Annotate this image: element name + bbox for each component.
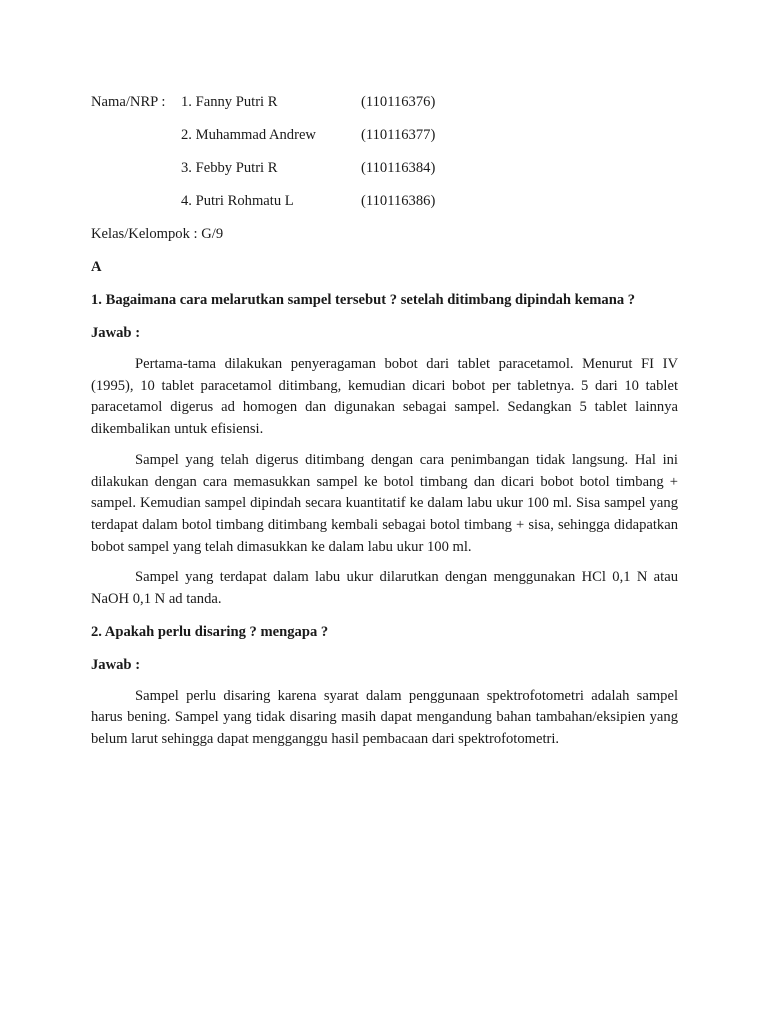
member-name: 1. Fanny Putri R bbox=[181, 94, 278, 110]
member-name: 4. Putri Rohmatu L bbox=[181, 193, 294, 209]
member-nrp: (110116386) bbox=[361, 193, 436, 209]
member-row-2 bbox=[91, 123, 678, 156]
answer-label-1: Jawab : bbox=[91, 325, 141, 341]
member-row-3 bbox=[91, 156, 678, 189]
answer-2-paragraph-1: Sampel perlu disaring karena syarat dalam penggunaan spektrofotometri adalah sampel harus bening. Sampel yang tidak disaring masih dapat mengandung bahan tambahan/eksipien yang belum larut sehingga dapat mengganggu hasil pembacaan dari spektrofotometri. bbox=[91, 687, 678, 748]
member-nrp: (110116384) bbox=[361, 160, 436, 176]
member-row-1 bbox=[91, 90, 678, 123]
member-name: 2. Muhammad Andrew bbox=[181, 127, 316, 143]
answer-1-paragraph-2: Sampel yang telah digerus ditimbang dengan cara penimbangan tidak langsung. Hal ini dilakukan dengan cara memasukkan sampel ke botol timbang dan dicari bobot botol timbang + sampel. Kemudian sampel dipindah secara kuantitatif ke dalam labu ukur 100 ml. Sisa sampel yang terdapat dalam botol timbang ditimbang kembali sebagai botol timbang + sisa, sehingga didapatkan bobot sampel yang telah dimasukkan ke dalam labu ukur 100 ml. bbox=[91, 451, 678, 555]
document-page bbox=[91, 90, 678, 760]
member-nrp: (110116377) bbox=[361, 127, 436, 143]
member-row-4 bbox=[91, 189, 678, 222]
question-2: 2. Apakah perlu disaring ? mengapa ? bbox=[91, 623, 329, 640]
answer-label-2: Jawab : bbox=[91, 656, 141, 673]
kelas-kelompok: Kelas/Kelompok : G/9 bbox=[91, 226, 224, 242]
nama-nrp-label: Nama/NRP : bbox=[91, 94, 166, 110]
member-nrp: (110116376) bbox=[361, 94, 436, 110]
section-label: A bbox=[91, 259, 102, 275]
question-1: 1. Bagaimana cara melarutkan sampel tersebut ? setelah ditimbang dipindah kemana ? bbox=[91, 292, 636, 308]
answer-1-paragraph-3: Sampel yang terdapat dalam labu ukur dilarutkan dengan menggunakan HCl 0,1 N atau NaOH 0,1 N ad tanda. bbox=[91, 569, 678, 608]
answer-1-paragraph-1: Pertama-tama dilakukan penyeragaman bobot dari tablet paracetamol. Menurut FI IV (1995), 10 tablet paracetamol ditimbang, kemudian dicari bobot per tabletnya. 5 dari 10 tablet paracetamol digerus ad homogen dan digunakan sebagai sampel. Sedangkan 5 tablet lainnya dikembalikan untuk efisiensi. bbox=[91, 356, 678, 438]
member-name: 3. Febby Putri R bbox=[181, 160, 278, 176]
